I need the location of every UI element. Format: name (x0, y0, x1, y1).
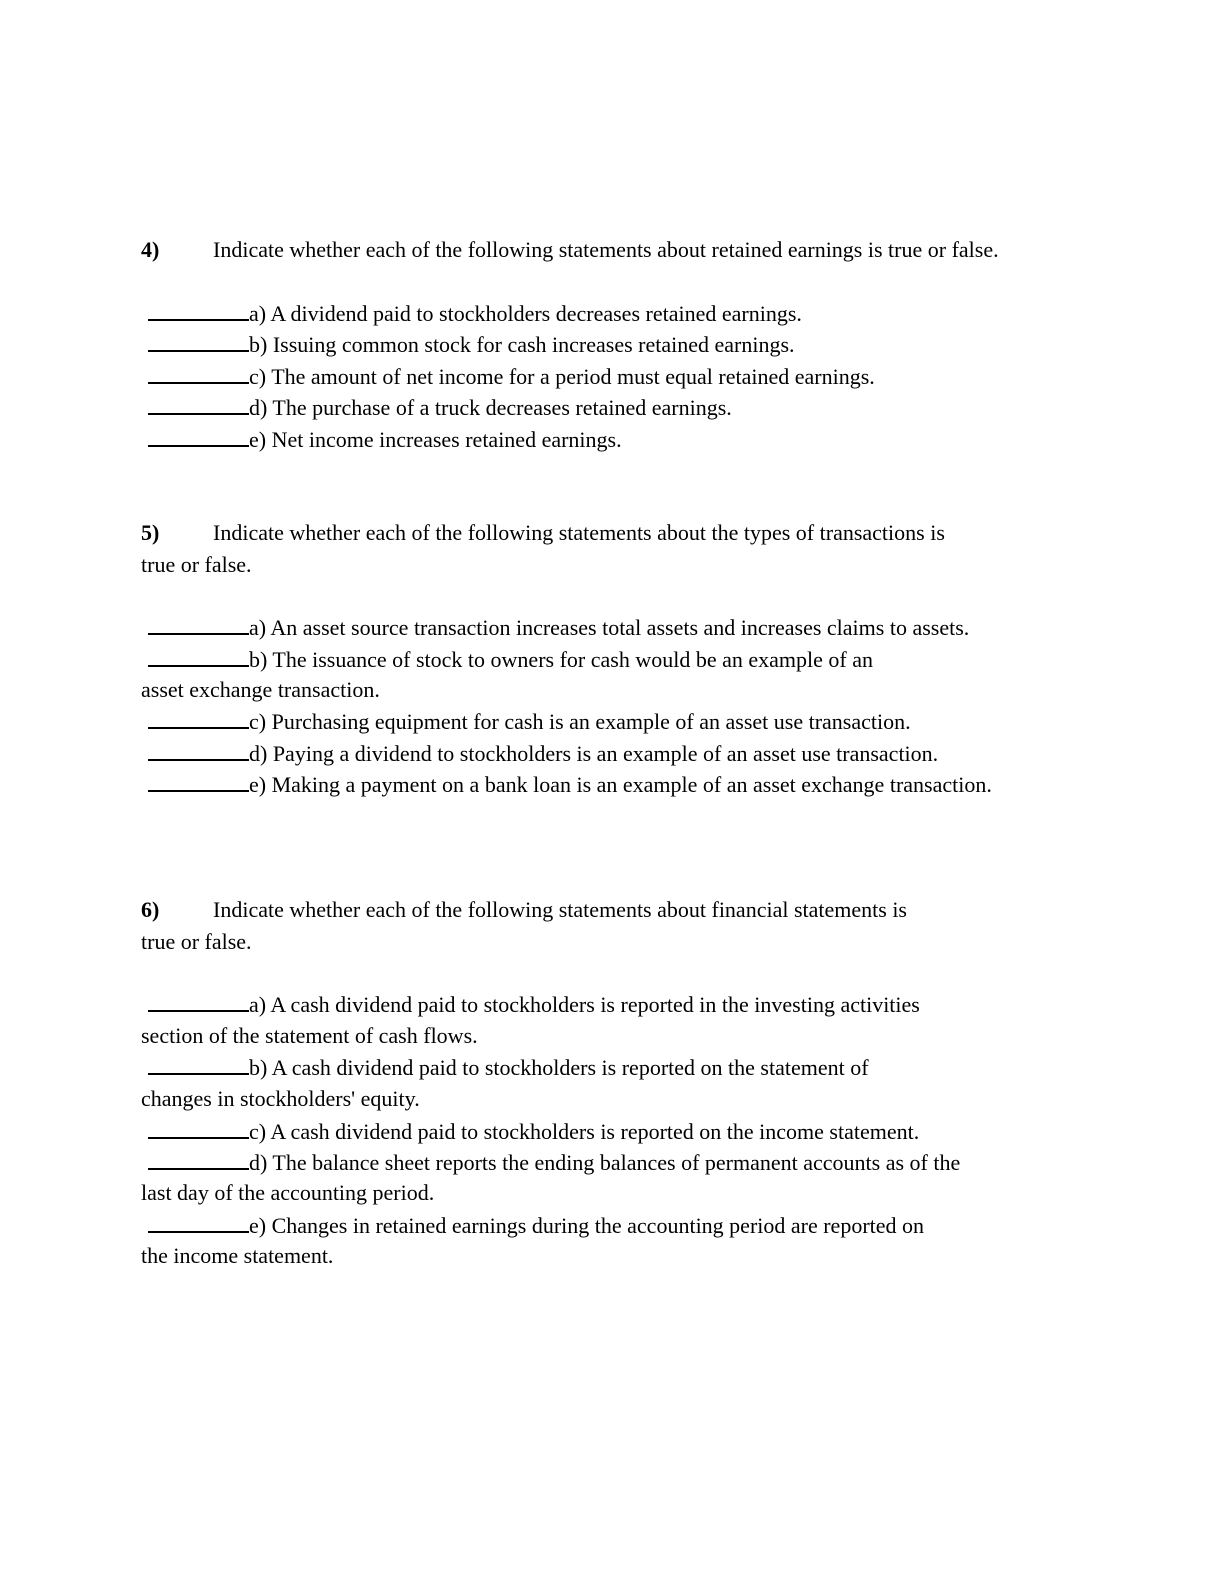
answer-item (148, 771, 992, 798)
answer-blank[interactable] (148, 331, 249, 352)
answer-blank[interactable] (148, 300, 249, 321)
item-text: c) A cash dividend paid to stockholders is reported on the income statement. (249, 1119, 920, 1144)
item-text-continued: changes in stockholders' equity. (141, 1086, 420, 1111)
answer-item (148, 300, 802, 327)
answer-blank[interactable] (148, 740, 249, 761)
answer-blank[interactable] (148, 614, 249, 635)
answer-item (148, 614, 969, 641)
question-number: 6) (141, 897, 160, 922)
answer-item (148, 1118, 919, 1145)
item-text: b) A cash dividend paid to stockholders is reported on the statement of (249, 1055, 869, 1080)
answer-blank[interactable] (148, 1054, 249, 1075)
item-text: a) A dividend paid to stockholders decreases retained earnings. (249, 301, 802, 326)
answer-blank[interactable] (148, 394, 249, 415)
answer-blank[interactable] (148, 1212, 249, 1233)
item-text: a) A cash dividend paid to stockholders is reported in the investing activities (249, 992, 920, 1017)
answer-item (148, 426, 622, 453)
item-text-continued: section of the statement of cash flows. (141, 1023, 478, 1048)
answer-item (148, 1149, 960, 1176)
answer-blank[interactable] (148, 708, 249, 729)
answer-blank[interactable] (148, 771, 249, 792)
answer-item (148, 1054, 869, 1081)
answer-item (148, 331, 795, 358)
answer-blank[interactable] (148, 426, 249, 447)
item-text: b) The issuance of stock to owners for cash would be an example of an (249, 647, 873, 672)
answer-item (148, 394, 732, 421)
answer-blank[interactable] (148, 991, 249, 1012)
answer-item (148, 646, 873, 673)
item-text: d) The balance sheet reports the ending balances of permanent accounts as of the (249, 1150, 961, 1175)
item-text: d) Paying a dividend to stockholders is an example of an asset use transaction. (249, 741, 939, 766)
item-text: e) Changes in retained earnings during the accounting period are reported on (249, 1213, 925, 1238)
question-prompt-continued: true or false. (141, 552, 252, 577)
item-text: c) The amount of net income for a period must equal retained earnings. (249, 364, 875, 389)
question-prompt: Indicate whether each of the following statements about the types of transactions is (213, 520, 945, 545)
item-text-continued: the income statement. (141, 1243, 334, 1268)
question-number: 4) (141, 237, 160, 262)
answer-blank[interactable] (148, 363, 249, 384)
question-prompt-continued: true or false. (141, 929, 252, 954)
answer-blank[interactable] (148, 1118, 249, 1139)
answer-item (148, 363, 875, 390)
answer-item (148, 991, 920, 1018)
item-text: a) An asset source transaction increases total assets and increases claims to assets. (249, 615, 970, 640)
question-prompt: Indicate whether each of the following statements about retained earnings is true or false. (213, 237, 999, 262)
answer-blank[interactable] (148, 646, 249, 667)
answer-item (148, 1212, 924, 1239)
answer-blank[interactable] (148, 1149, 249, 1170)
item-text: c) Purchasing equipment for cash is an example of an asset use transaction. (249, 709, 911, 734)
item-text: e) Net income increases retained earnings. (249, 427, 622, 452)
answer-item (148, 740, 938, 767)
question-prompt: Indicate whether each of the following statements about financial statements is (213, 897, 907, 922)
question-number: 5) (141, 520, 160, 545)
item-text: b) Issuing common stock for cash increases retained earnings. (249, 332, 795, 357)
item-text-continued: last day of the accounting period. (141, 1180, 435, 1205)
item-text-continued: asset exchange transaction. (141, 677, 380, 702)
item-text: d) The purchase of a truck decreases retained earnings. (249, 395, 732, 420)
answer-item (148, 708, 911, 735)
item-text: e) Making a payment on a bank loan is an example of an asset exchange transaction. (249, 772, 992, 797)
